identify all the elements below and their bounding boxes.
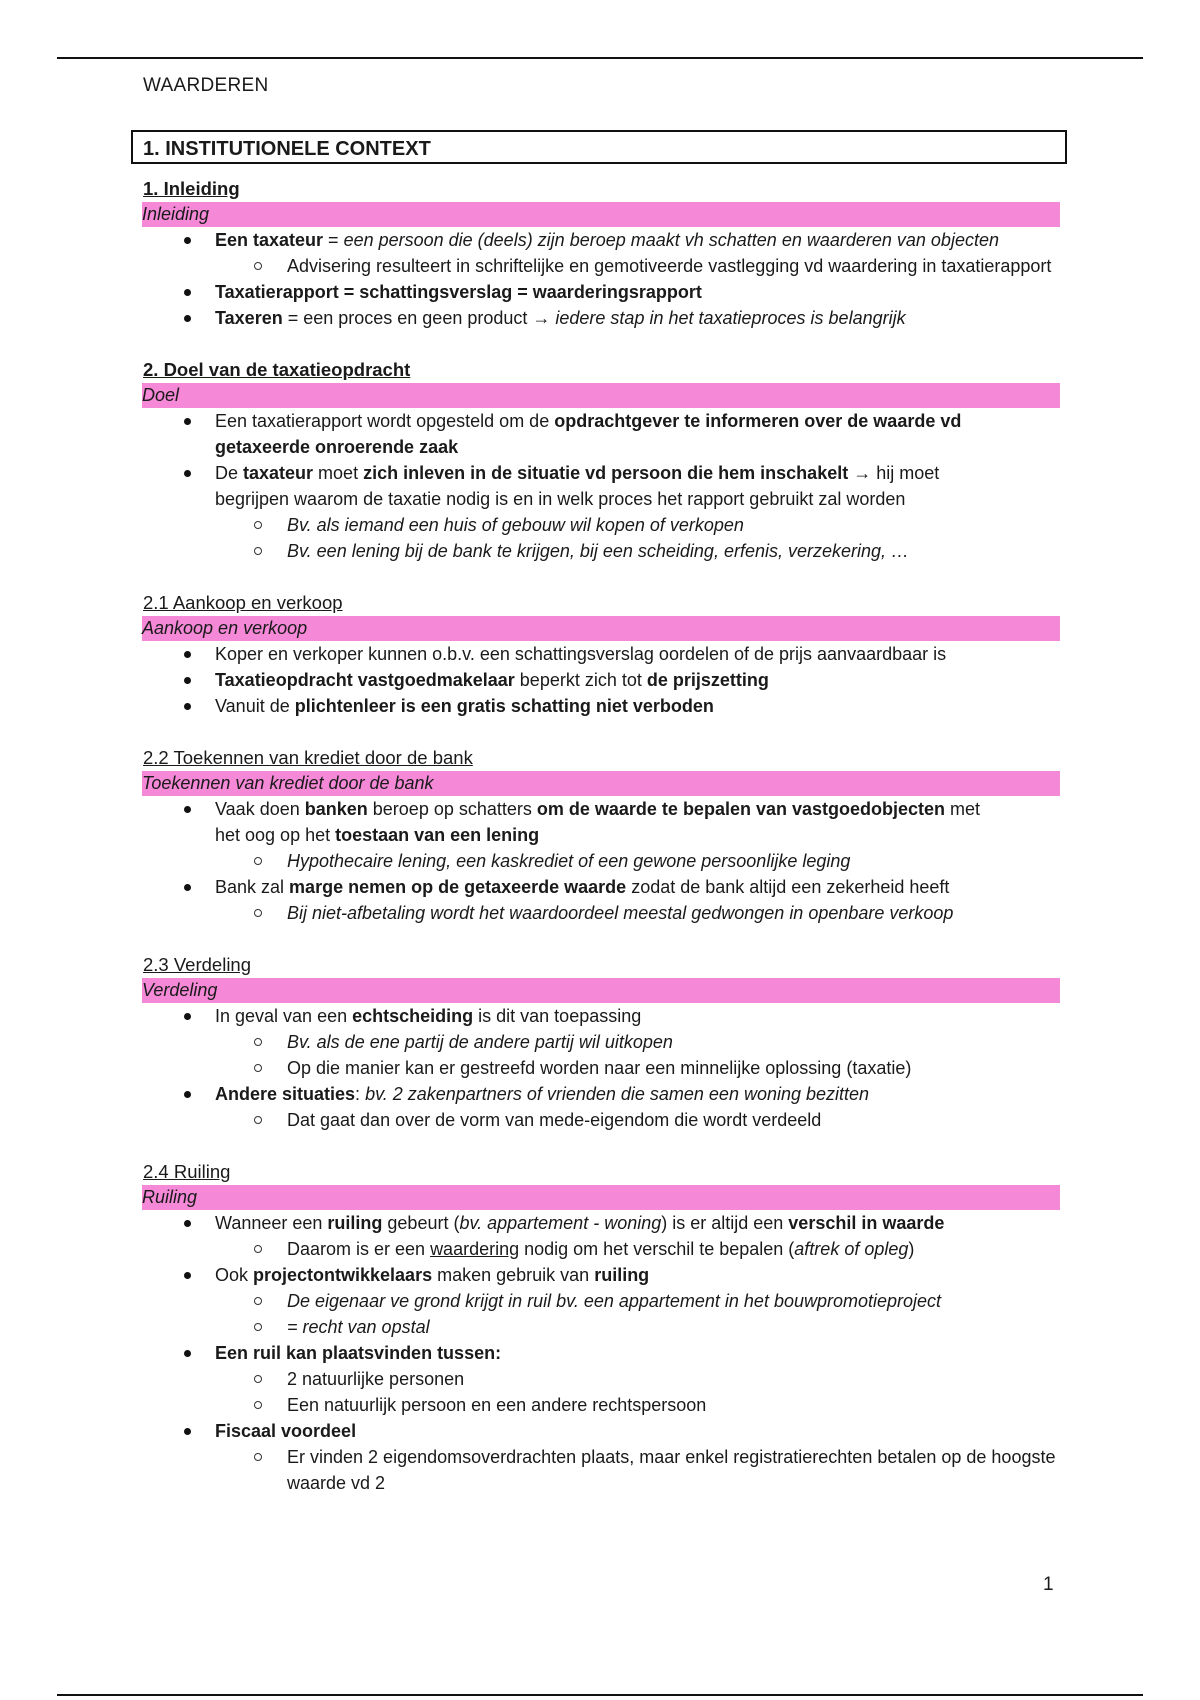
section-heading: 1. Inleiding [143, 178, 240, 199]
bullet-list [143, 408, 1133, 564]
sub-list [215, 1029, 995, 1081]
sub-list-item: Een natuurlijk persoon en een andere rechtspersoon [215, 1392, 1069, 1418]
section-aankoop-verkoop [143, 590, 1133, 719]
sub-list-item: Bij niet-afbetaling wordt het waardoordeel meestal gedwongen in openbare verkoop [215, 900, 1187, 926]
sub-list-item: Bv. een lening bij de bank te krijgen, bij een scheiding, erfenis, verzekering, … [215, 538, 1069, 564]
sub-list [215, 1288, 995, 1340]
page-number: 1 [1043, 1574, 1054, 1595]
highlight-band: Doel [142, 383, 1060, 408]
list-item: Andere situaties: bv. 2 zakenpartners of vrienden die samen een woning bezitten Dat gaat dan over de vorm van mede-eigendom die wordt verdeeld [143, 1081, 1115, 1133]
sub-list-item: Er vinden 2 eigendomsoverdrachten plaats, maar enkel registratierechten betalen op de hoogste waarde vd 2 [215, 1444, 1069, 1496]
list-item: De taxateur moet zich inleven in de situatie vd persoon die hem inschakelt → hij moet begrijpen waarom de taxatie nodig is en in welk proces het rapport gebruikt zal worden Bv. als iemand een huis of gebouw wil kopen of verkopen Bv. een lening bij de bank te krijgen, bij een scheiding, erfenis, verzekering, … [143, 460, 995, 564]
section-heading: 2.2 Toekennen van krediet door de bank [143, 747, 473, 768]
highlight-band: Aankoop en verkoop [142, 616, 1060, 641]
section-inleiding [143, 176, 1133, 331]
document-title: WAARDEREN [143, 75, 269, 96]
sub-list [215, 253, 1115, 279]
section-heading: 2. Doel van de taxatieopdracht [143, 359, 411, 380]
sub-list-item: = recht van opstal [215, 1314, 1069, 1340]
list-item: Een taxateur = een persoon die (deels) zijn beroep maakt vh schatten en waarderen van objecten Advisering resulteert in schriftelijke en gemotiveerde vastlegging vd waardering in taxatierapport [143, 227, 1115, 279]
list-item: Bank zal marge nemen op de getaxeerde waarde zodat de bank altijd een zekerheid heeft Bij niet-afbetaling wordt het waardoordeel meestal gedwongen in openbare verkoop [143, 874, 1115, 926]
section-heading: 2.3 Verdeling [143, 954, 252, 975]
sub-list-item: Dat gaat dan over de vorm van mede-eigendom die wordt verdeeld [215, 1107, 1069, 1133]
section-doel [143, 357, 1133, 564]
bullet-list [143, 641, 1133, 719]
sub-list-item: Daarom is er een waardering nodig om het verschil te bepalen (aftrek of opleg) [215, 1236, 1187, 1262]
list-item: In geval van een echtscheiding is dit van toepassing Bv. als de ene partij de andere partij wil uitkopen Op die manier kan er gestreefd worden naar een minnelijke oplossing (taxatie) [143, 1003, 995, 1081]
sub-list-item: Hypothecaire lening, een kaskrediet of een gewone persoonlijke leging [215, 848, 1069, 874]
list-item: Ook projectontwikkelaars maken gebruik van ruiling De eigenaar ve grond krijgt in ruil bv. een appartement in het bouwpromotieproject = recht van opstal [143, 1262, 995, 1340]
list-item: Taxatierapport = schattingsverslag = waarderingsrapport [143, 279, 995, 305]
list-item: Vaak doen banken beroep op schatters om de waarde te bepalen van vastgoedobjecten met het oog op het toestaan van een lening Hypothecaire lening, een kaskrediet of een gewone persoonlijke leging [143, 796, 995, 874]
list-item: Taxatieopdracht vastgoedmakelaar beperkt zich tot de prijszetting [143, 667, 995, 693]
sub-list-item: De eigenaar ve grond krijgt in ruil bv. een appartement in het bouwpromotieproject [215, 1288, 1187, 1314]
sub-list-item: 2 natuurlijke personen [215, 1366, 1069, 1392]
section-heading: 2.4 Ruiling [143, 1161, 231, 1182]
section-krediet [143, 745, 1133, 926]
sub-list [215, 1236, 1115, 1262]
list-item: Koper en verkoper kunnen o.b.v. een schattingsverslag oordelen of de prijs aanvaardbaar is [143, 641, 1115, 667]
sub-list [215, 1366, 995, 1418]
sub-list [215, 848, 995, 874]
bullet-list [143, 1210, 1133, 1496]
sub-list [215, 1107, 1115, 1133]
list-item: Een ruil kan plaatsvinden tussen: 2 natuurlijke personen Een natuurlijk persoon en een andere rechtspersoon [143, 1340, 995, 1418]
list-item: Vanuit de plichtenleer is een gratis schatting niet verboden [143, 693, 995, 719]
section-ruiling [143, 1159, 1133, 1496]
arrow-icon: → [848, 463, 877, 483]
section-verdeling [143, 952, 1133, 1133]
list-item: Een taxatierapport wordt opgesteld om de opdrachtgever te informeren over de waarde vd getaxeerde onroerende zaak [143, 408, 995, 460]
sub-list-item: Bv. als de ene partij de andere partij wil uitkopen [215, 1029, 1069, 1055]
chapter-heading: 1. INSTITUTIONELE CONTEXT [131, 130, 1067, 164]
sub-list [215, 900, 1115, 926]
highlight-band: Verdeling [142, 978, 1060, 1003]
sub-list-item: Advisering resulteert in schriftelijke en gemotiveerde vastlegging vd waardering in taxatierapport [215, 253, 1187, 279]
bullet-list [143, 227, 1133, 331]
list-item: Fiscaal voordeel Er vinden 2 eigendomsoverdrachten plaats, maar enkel registratierechten betalen op de hoogste waarde vd 2 [143, 1418, 995, 1496]
sub-list [215, 512, 995, 564]
sub-list-item: Bv. als iemand een huis of gebouw wil kopen of verkopen [215, 512, 1069, 538]
highlight-band: Ruiling [142, 1185, 1060, 1210]
list-item: Taxeren = een proces en geen product → iedere stap in het taxatieproces is belangrijk [143, 305, 1115, 331]
bullet-list [143, 1003, 1133, 1133]
sub-list [215, 1444, 1056, 1496]
bullet-list [143, 796, 1133, 926]
list-item: Wanneer een ruiling gebeurt (bv. appartement - woning) is er altijd een verschil in waarde Daarom is er een waardering nodig om het verschil te bepalen (aftrek of opleg) [143, 1210, 1115, 1262]
section-heading: 2.1 Aankoop en verkoop [143, 592, 343, 613]
bottom-rule [57, 1694, 1143, 1696]
highlight-band: Toekennen van krediet door de bank [142, 771, 1060, 796]
highlight-band: Inleiding [142, 202, 1060, 227]
sub-list-item: Op die manier kan er gestreefd worden naar een minnelijke oplossing (taxatie) [215, 1055, 1187, 1081]
arrow-icon: → [532, 308, 551, 328]
page-content [143, 72, 1133, 1496]
top-rule [57, 57, 1143, 59]
